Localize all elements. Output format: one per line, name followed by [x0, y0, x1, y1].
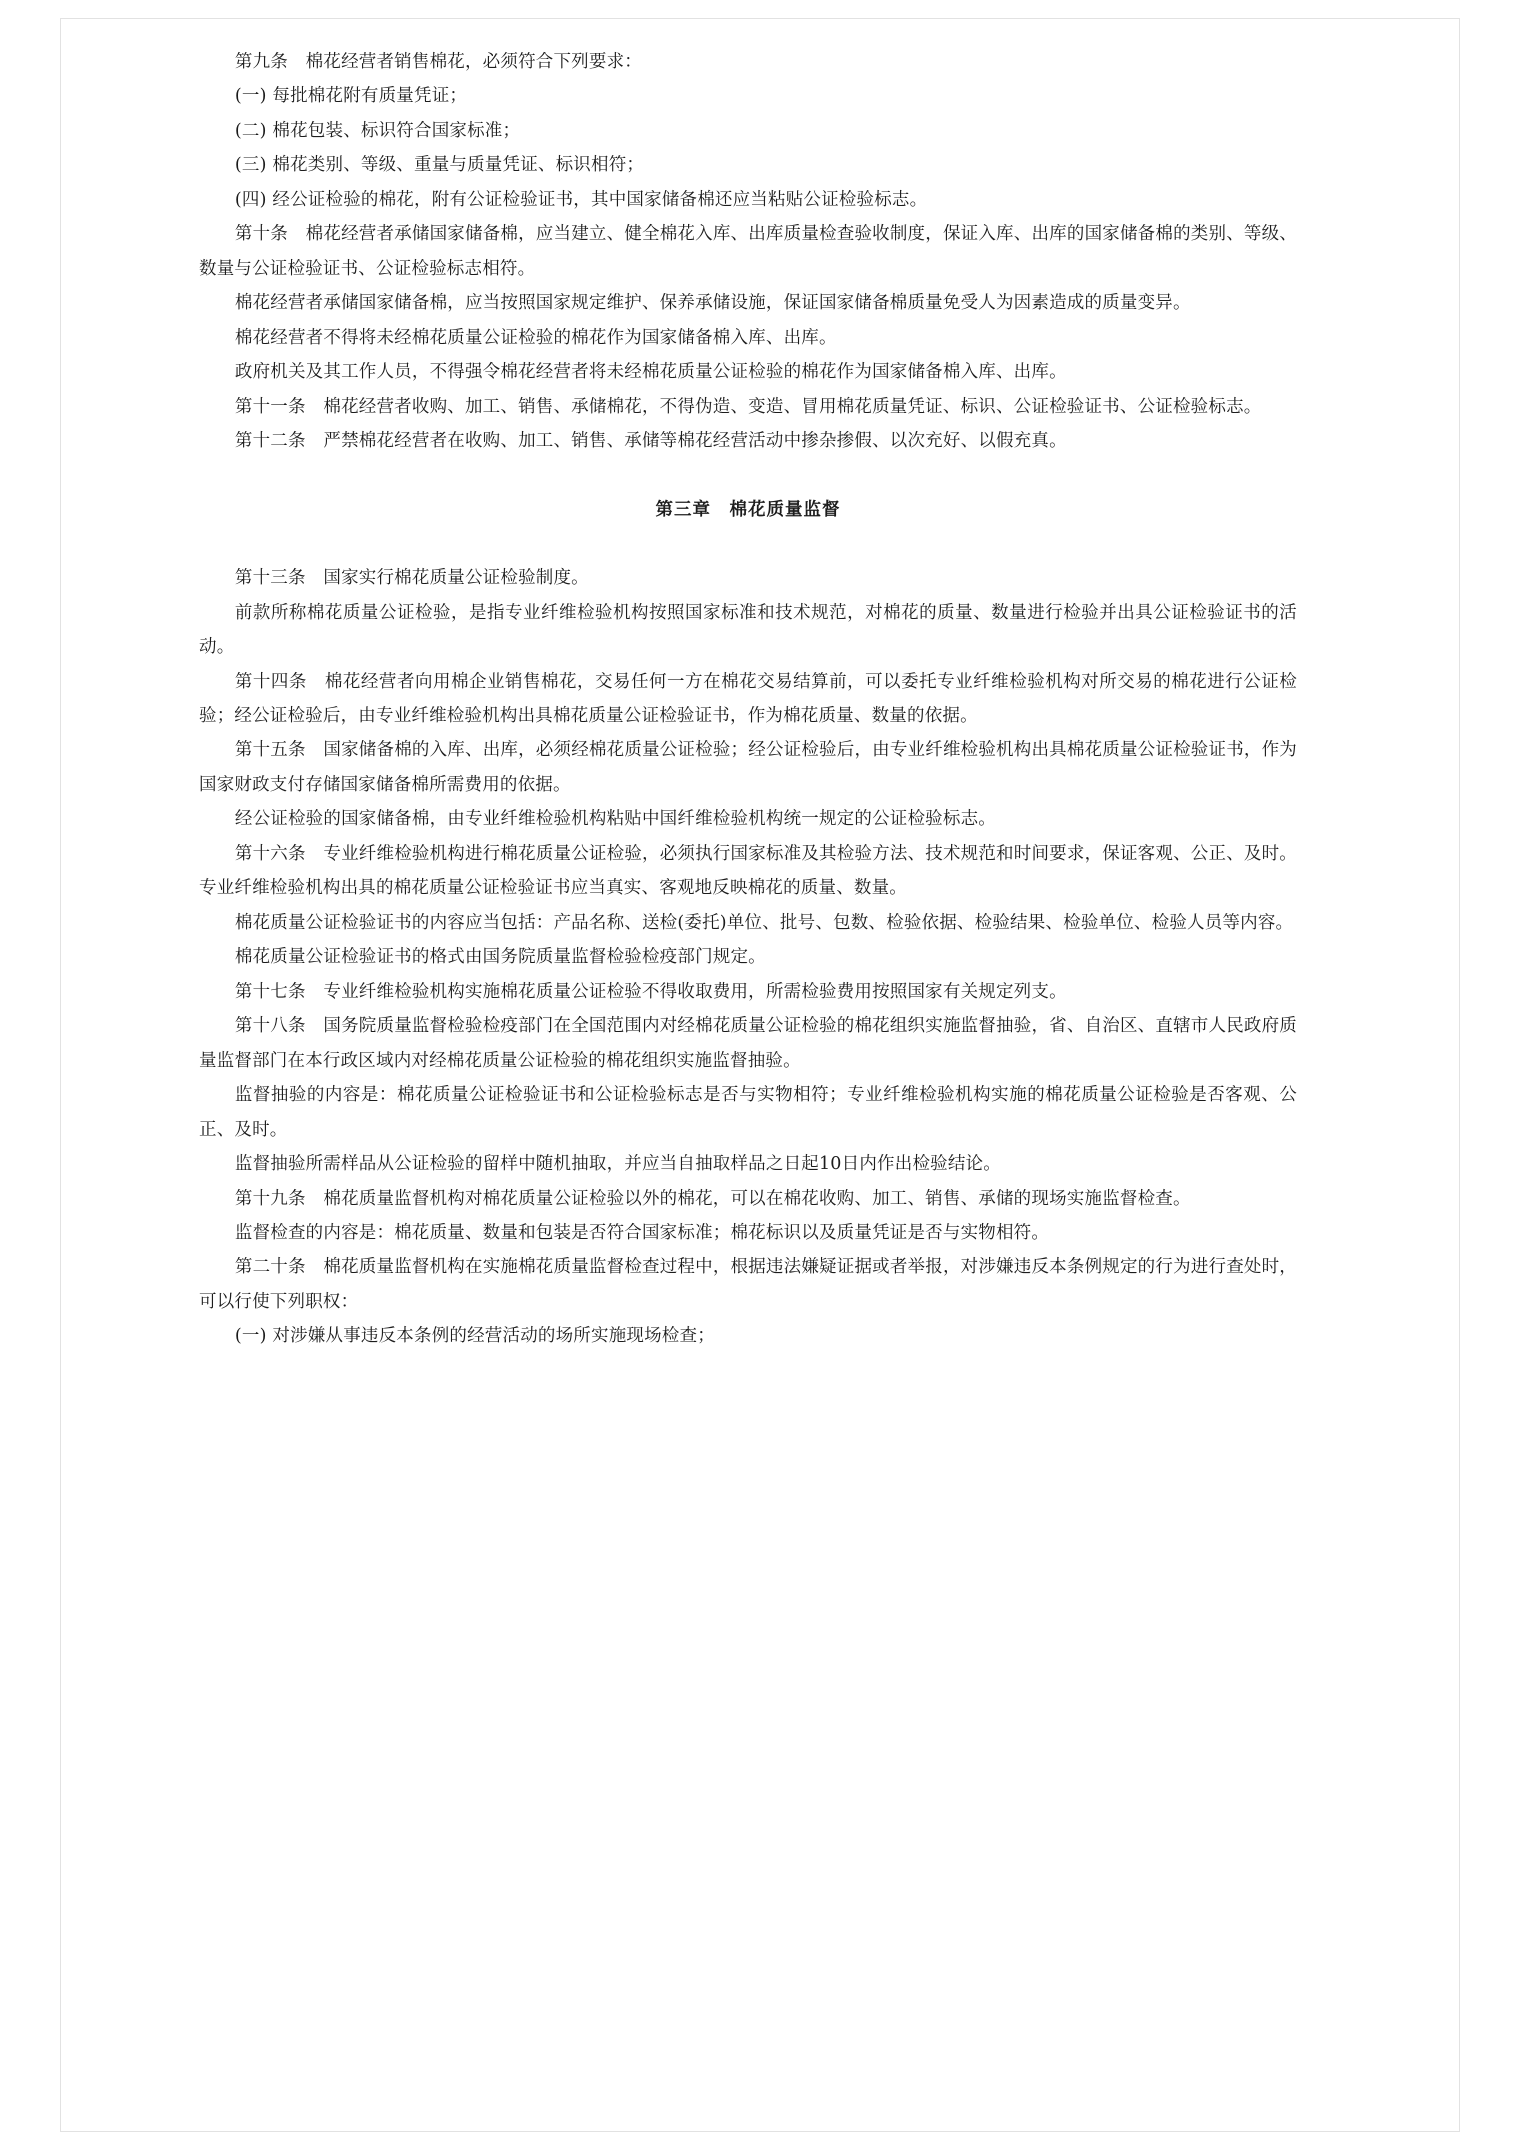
paragraph-article-15-2: 经公证检验的国家储备棉，由专业纤维检验机构粘贴中国纤维检验机构统一规定的公证检验标志。: [234, 809, 996, 830]
paragraph-article-20: 第二十条 棉花质量监督机构在实施棉花质量监督检查过程中，根据违法嫌疑证据或者举报，对涉嫌违反本条例规定的行为进行查处时，可以行使下列职权：: [199, 1257, 1297, 1312]
paragraph-article-13: 第十三条 国家实行棉花质量公证检验制度。: [234, 568, 589, 589]
chapter-heading: 第三章 棉花质量监督: [655, 499, 841, 520]
paragraph-article-9-item-1: (一) 每批棉花附有质量凭证；: [234, 86, 468, 107]
paragraph-article-13-2: 前款所称棉花质量公证检验，是指专业纤维检验机构按照国家标准和技术规范，对棉花的质量、数量进行检验并出具公证检验证书的活动。: [199, 602, 1297, 658]
paragraph-article-10-2: 棉花经营者承储国家储备棉，应当按照国家规定维护、保养承储设施，保证国家储备棉质量免受人为因素造成的质量变异。: [234, 293, 1191, 314]
paragraph-article-9-item-4: (四) 经公证检验的棉花，附有公证检验证书，其中国家储备棉还应当粘贴公证检验标志。: [234, 189, 928, 210]
paragraph-article-12: 第十二条 严禁棉花经营者在收购、加工、销售、承储等棉花经营活动中掺杂掺假、以次充好、以假充真。: [234, 431, 1067, 452]
paragraph-article-16-3: 棉花质量公证检验证书的格式由国务院质量监督检验检疫部门规定。: [234, 947, 766, 968]
page-sheet: [60, 18, 1460, 2132]
paragraph-article-14: 第十四条 棉花经营者向用棉企业销售棉花，交易任何一方在棉花交易结算前，可以委托专业纤维检验机构对所交易的棉花进行公证检验；经公证检验后，由专业纤维检验机构出具棉花质量公证检验证书，作为棉花质量、数量的依据。: [199, 671, 1297, 726]
paragraph-article-16-2: 棉花质量公证检验证书的内容应当包括：产品名称、送检(委托)单位、批号、包数、检验依据、检验结果、检验单位、检验人员等内容。: [234, 912, 1294, 933]
paragraph-article-20-item-1: (一) 对涉嫌从事违反本条例的经营活动的场所实施现场检查；: [234, 1326, 715, 1347]
paragraph-article-10: 第十条 棉花经营者承储国家储备棉，应当建立、健全棉花入库、出库质量检查验收制度，保证入库、出库的国家储备棉的类别、等级、数量与公证检验证书、公证检验标志相符。: [199, 224, 1297, 279]
paragraph-article-9: 第九条 棉花经营者销售棉花，必须符合下列要求：: [234, 52, 642, 72]
paragraph-article-9-item-3: (三) 棉花类别、等级、重量与质量凭证、标识相符；: [234, 155, 645, 176]
paragraph-article-11: 第十一条 棉花经营者收购、加工、销售、承储棉花，不得伪造、变造、冒用棉花质量凭证、标识、公证检验证书、公证检验标志。: [234, 396, 1262, 417]
paragraph-article-15: 第十五条 国家储备棉的入库、出库，必须经棉花质量公证检验；经公证检验后，由专业纤维检验机构出具棉花质量公证检验证书，作为国家财政支付存储国家储备棉所需费用的依据。: [199, 740, 1297, 795]
paragraph-article-16: 第十六条 专业纤维检验机构进行棉花质量公证检验，必须执行国家标准及其检验方法、技术规范和时间要求，保证客观、公正、及时。专业纤维检验机构出具的棉花质量公证检验证书应当真实、客观地反映棉花的质量、数量。: [199, 843, 1297, 899]
paragraph-article-19: 第十九条 棉花质量监督机构对棉花质量公证检验以外的棉花，可以在棉花收购、加工、销售、承储的现场实施监督检查。: [234, 1188, 1191, 1209]
paragraph-article-19-2: 监督检查的内容是：棉花质量、数量和包装是否符合国家标准；棉花标识以及质量凭证是否与实物相符。: [234, 1223, 1050, 1243]
paragraph-article-17: 第十七条 专业纤维检验机构实施棉花质量公证检验不得收取费用，所需检验费用按照国家有关规定列支。: [234, 981, 1067, 1002]
paragraph-article-10-3: 棉花经营者不得将未经棉花质量公证检验的棉花作为国家储备棉入库、出库。: [234, 327, 837, 348]
paragraph-article-18-2: 监督抽验的内容是：棉花质量公证检验证书和公证检验标志是否与实物相符；专业纤维检验机构实施的棉花质量公证检验是否客观、公正、及时。: [199, 1085, 1297, 1140]
paragraph-article-18-3: 监督抽验所需样品从公证检验的留样中随机抽取，并应当自抽取样品之日起10日内作出检验结论。: [234, 1154, 1001, 1175]
paragraph-article-10-4: 政府机关及其工作人员，不得强令棉花经营者将未经棉花质量公证检验的棉花作为国家储备棉入库、出库。: [234, 362, 1067, 383]
paragraph-article-9-item-2: (二) 棉花包装、标识符合国家标准；: [234, 120, 521, 141]
paragraph-article-18: 第十八条 国务院质量监督检验检疫部门在全国范围内对经棉花质量公证检验的棉花组织实施监督抽验，省、自治区、直辖市人民政府质量监督部门在本行政区域内对经棉花质量公证检验的棉花组织实施监督抽验。: [199, 1016, 1297, 1071]
document-body: [199, 45, 1297, 1354]
